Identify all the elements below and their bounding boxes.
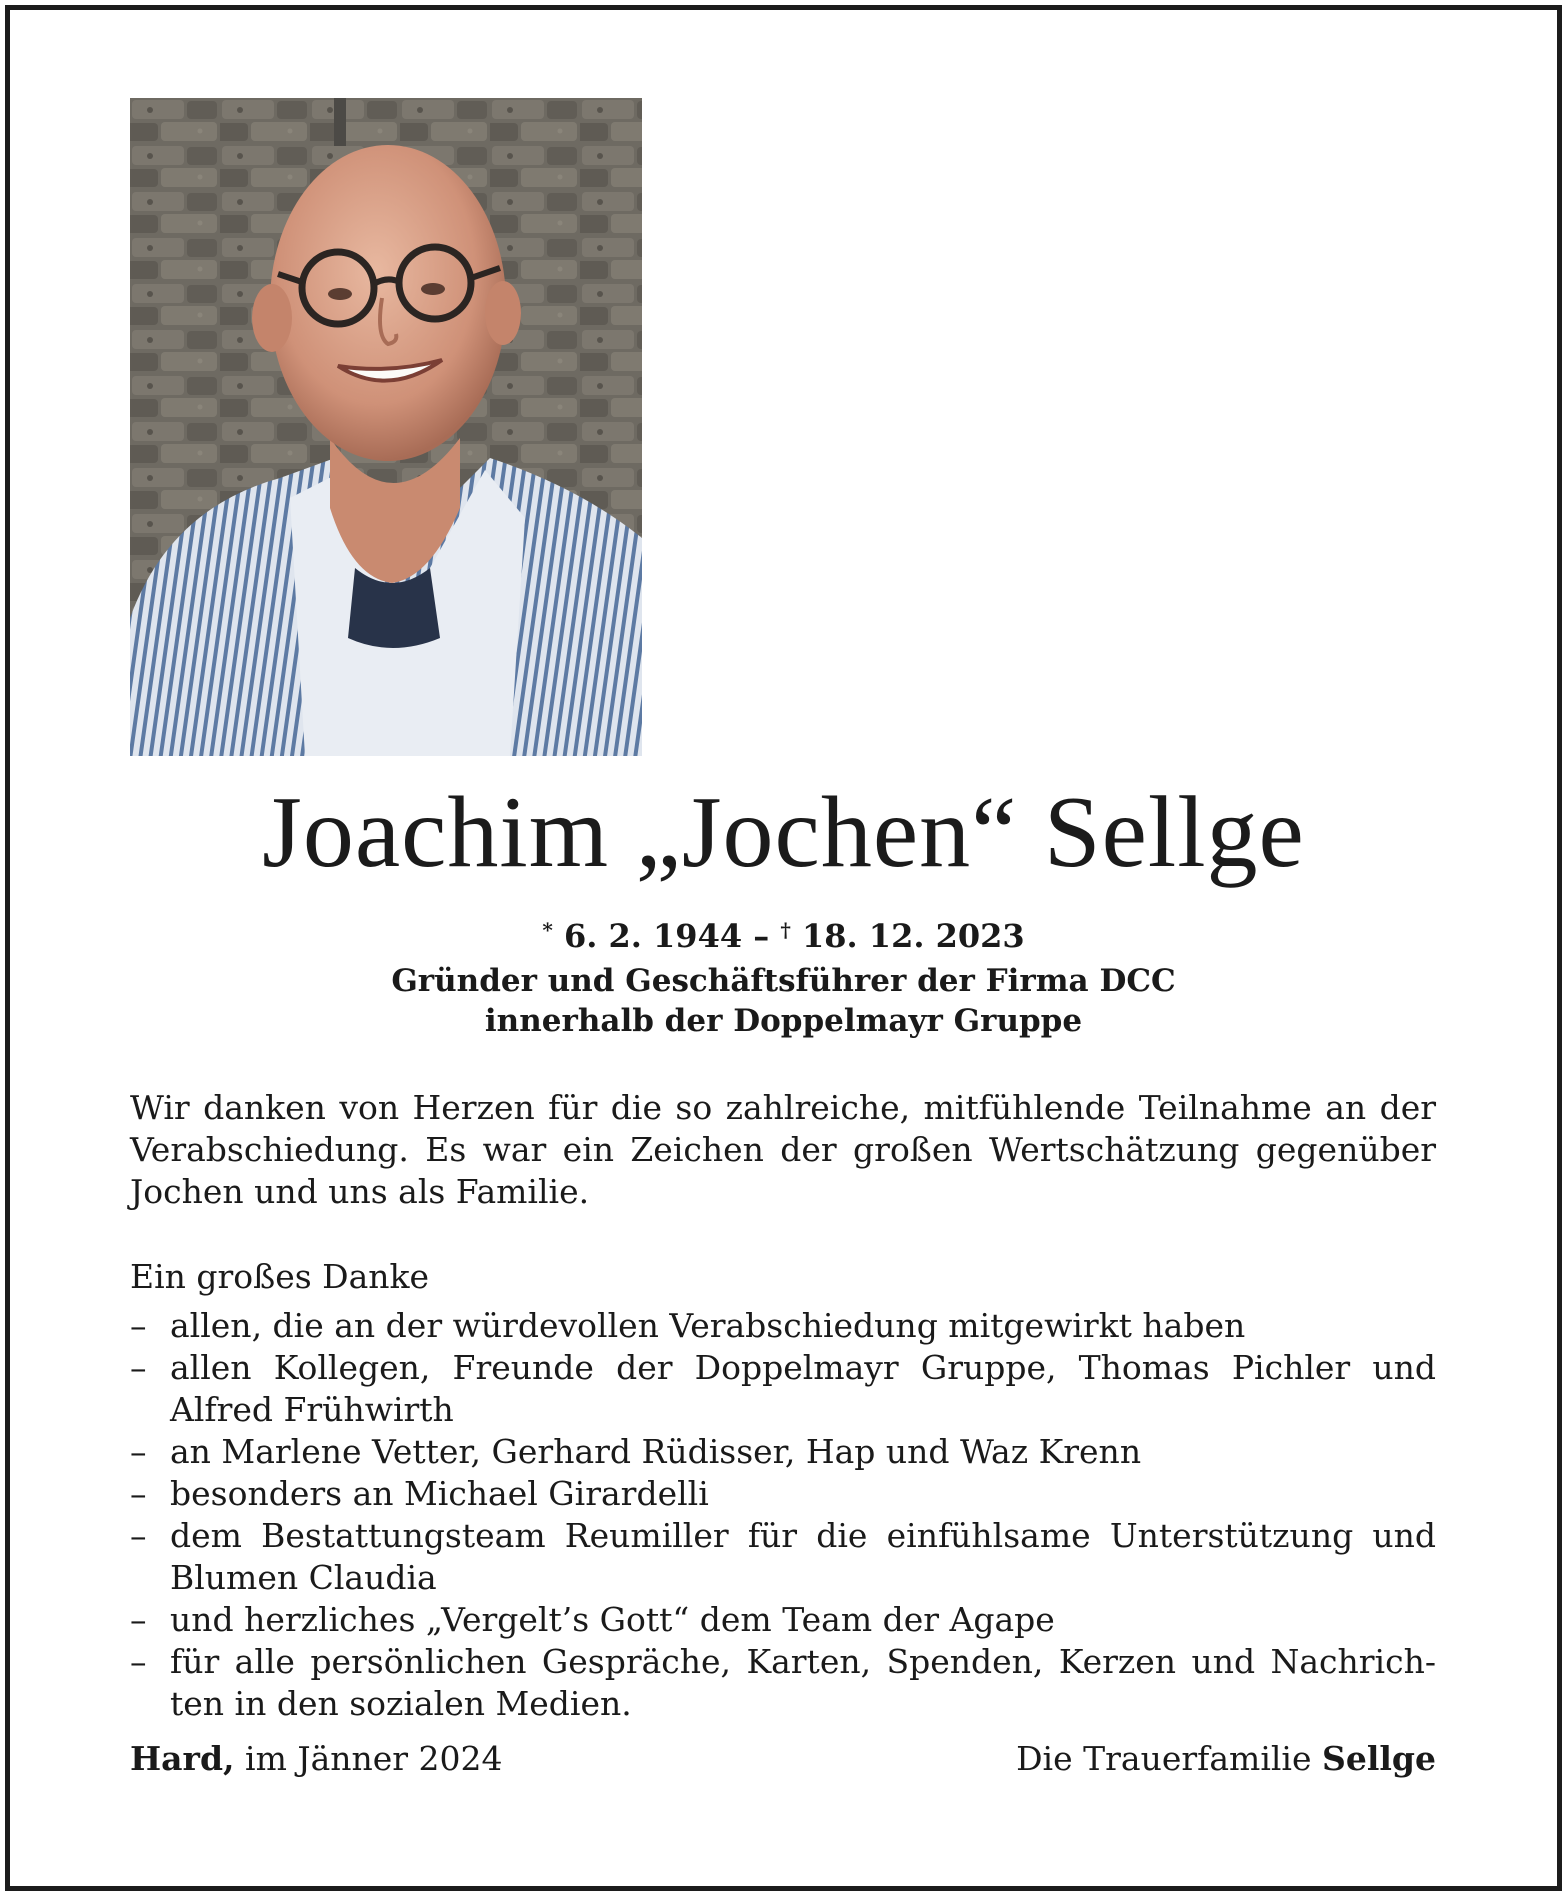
birth-symbol: * bbox=[542, 918, 553, 942]
dash-bullet: – bbox=[130, 1306, 147, 1345]
intro-line: Wir danken von Herzen für die so zahlreiche, mitfühlende Teilnahme an der bbox=[130, 1088, 1436, 1127]
signature bbox=[1016, 1738, 1436, 1780]
place: Hard, bbox=[130, 1739, 235, 1778]
list-item-text: für alle persönlichen Gespräche, Karten, Spenden, Kerzen und Nachrich- bbox=[170, 1642, 1436, 1681]
family-label: Die Trauerfamilie bbox=[1016, 1739, 1312, 1778]
list-item-text: an Marlene Vetter, Gerhard Rüdisser, Hap und Waz Krenn bbox=[170, 1432, 1142, 1471]
list-item bbox=[130, 1473, 1436, 1515]
list-item bbox=[130, 1641, 1436, 1725]
list-item bbox=[130, 1431, 1436, 1473]
role-line-1: Gründer und Geschäftsführer der Firma DCC bbox=[391, 963, 1176, 999]
dash-bullet: – bbox=[130, 1474, 147, 1513]
list-item-text: allen, die an der würdevollen Verabschiedung mitgewirkt haben bbox=[170, 1306, 1246, 1345]
dash-bullet: – bbox=[130, 1348, 147, 1387]
list-item-text: Alfred Frühwirth bbox=[170, 1390, 454, 1429]
intro-line: Jochen und uns als Familie. bbox=[130, 1172, 590, 1211]
thanks-list bbox=[130, 1305, 1436, 1725]
life-dates bbox=[0, 917, 1567, 955]
intro-paragraph bbox=[130, 1087, 1436, 1213]
dash-bullet: – bbox=[130, 1516, 147, 1555]
list-item-text: dem Bestattungsteam Reumiller für die einfühlsame Unterstützung und bbox=[170, 1516, 1436, 1555]
list-item-text: ten in den sozialen Medien. bbox=[170, 1684, 632, 1723]
family-name: Sellge bbox=[1322, 1739, 1436, 1778]
intro-line: Verabschiedung. Es war ein Zeichen der großen Wertschätzung gegenüber bbox=[130, 1130, 1436, 1169]
list-item bbox=[130, 1347, 1436, 1431]
role-line-2: innerhalb der Doppelmayr Gruppe bbox=[484, 1003, 1083, 1039]
thanks-heading: Ein großes Danke bbox=[130, 1257, 430, 1296]
list-item-text: und herzliches „Vergelt’s Gott“ dem Team der Agape bbox=[170, 1600, 1055, 1639]
date-separator: – bbox=[753, 917, 770, 955]
list-item bbox=[130, 1305, 1436, 1347]
dash-bullet: – bbox=[130, 1432, 147, 1471]
dash-bullet: – bbox=[130, 1642, 147, 1681]
list-item bbox=[130, 1599, 1436, 1641]
portrait-photo bbox=[130, 98, 642, 756]
list-item bbox=[130, 1515, 1436, 1599]
birth-date: 6. 2. 1944 bbox=[563, 917, 743, 955]
place-date bbox=[130, 1738, 503, 1780]
list-item-text: allen Kollegen, Freunde der Doppelmayr Gruppe, Thomas Pichler und bbox=[170, 1348, 1436, 1387]
date: im Jänner 2024 bbox=[245, 1739, 503, 1778]
deceased-name: Joachim „Jochen“ Sellge bbox=[262, 776, 1305, 889]
list-item-text: Blumen Claudia bbox=[170, 1558, 437, 1597]
dash-bullet: – bbox=[130, 1600, 147, 1639]
list-item-text: besonders an Michael Girardelli bbox=[170, 1474, 709, 1513]
death-date: 18. 12. 2023 bbox=[801, 917, 1025, 955]
death-symbol: † bbox=[780, 918, 791, 942]
role-block bbox=[0, 961, 1567, 1041]
